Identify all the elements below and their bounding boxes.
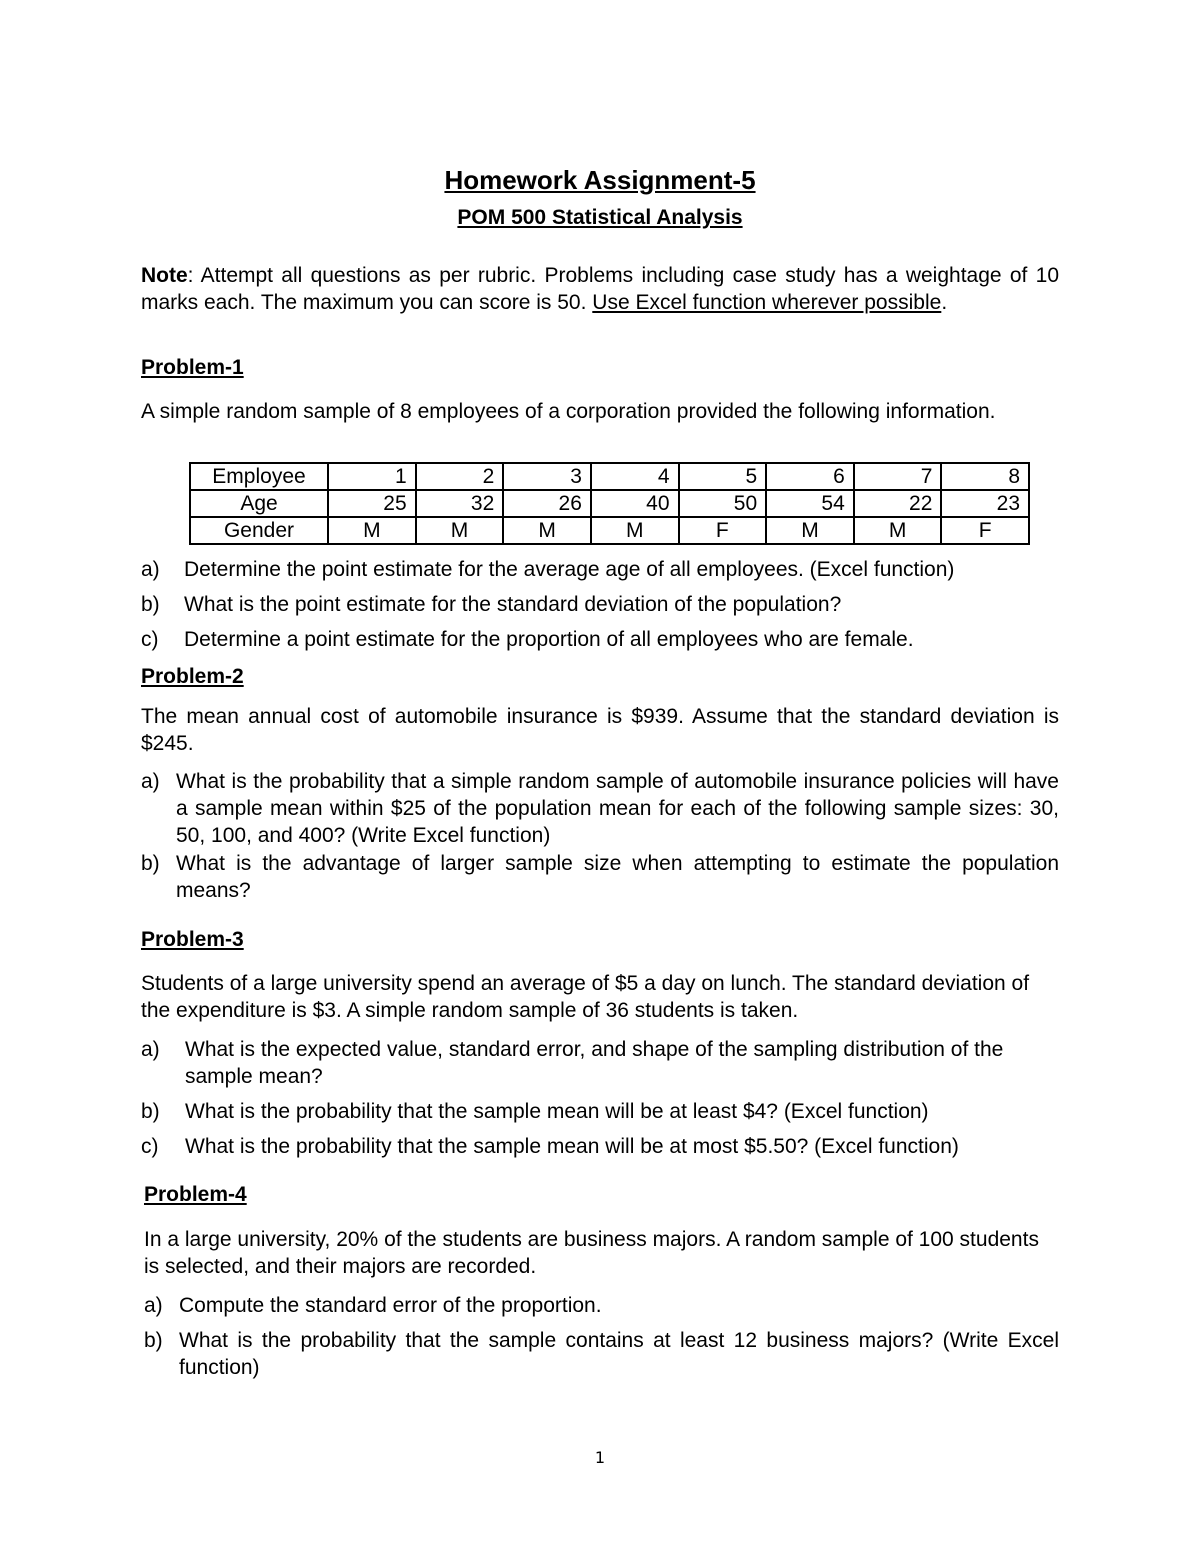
question-text: Determine a point estimate for the proportion of all employees who are female. (184, 628, 914, 651)
question-label: b) (144, 1329, 163, 1352)
table-cell: 22 (854, 490, 942, 517)
table-cell: 4 (591, 463, 679, 490)
question-label: a) (141, 558, 160, 581)
table-cell: 6 (766, 463, 854, 490)
table-cell: M (766, 517, 854, 544)
table-cell: 50 (679, 490, 767, 517)
question-text: What is the probability that the sample mean will be at least $4? (Excel function) (185, 1100, 929, 1123)
question-label: b) (141, 1100, 160, 1123)
problem-3-question-c (141, 1133, 1059, 1160)
table-cell: F (679, 517, 767, 544)
problem-2-question-a (141, 768, 1059, 849)
table-cell: 25 (328, 490, 416, 517)
question-label: a) (141, 770, 160, 793)
table-cell: 7 (854, 463, 942, 490)
question-label: a) (144, 1294, 163, 1317)
table-row (190, 517, 1029, 544)
table-cell: 5 (679, 463, 767, 490)
employee-table (189, 462, 1030, 545)
table-cell: 40 (591, 490, 679, 517)
row-header-employee: Employee (190, 463, 328, 490)
question-label: c) (141, 1135, 159, 1158)
question-text: What is the point estimate for the standard deviation of the population? (184, 593, 842, 616)
question-label: a) (141, 1038, 160, 1061)
question-label: c) (141, 628, 159, 651)
problem-2-heading: Problem-2 (141, 665, 244, 688)
table-cell: 26 (503, 490, 591, 517)
table-cell: 2 (416, 463, 504, 490)
note-label: Note (141, 264, 188, 287)
note-colon: : (187, 264, 194, 287)
table-cell: 1 (328, 463, 416, 490)
problem-1-intro: A simple random sample of 8 employees of a corporation provided the following information. (141, 400, 996, 423)
page-title: Homework Assignment-5 (444, 165, 756, 195)
note-end: . (941, 291, 948, 314)
problem-1-question-a (141, 556, 1059, 583)
question-text: What is the expected value, standard error, and shape of the sampling distribution of the sample mean? (185, 1038, 1004, 1088)
question-text: What is the probability that the sample contains at least 12 business majors? (Write Excel function) (179, 1329, 1059, 1379)
problem-3-heading: Problem-3 (141, 928, 244, 951)
row-header-age: Age (190, 490, 328, 517)
table-row (190, 490, 1029, 517)
problem-4-heading: Problem-4 (144, 1183, 247, 1206)
table-cell: 32 (416, 490, 504, 517)
page-number: 1 (594, 1448, 606, 1467)
table-row (190, 463, 1029, 490)
table-cell: M (328, 517, 416, 544)
table-cell: M (503, 517, 591, 544)
table-cell: M (416, 517, 504, 544)
table-cell: 8 (941, 463, 1029, 490)
problem-1-question-c (141, 626, 1059, 653)
note-paragraph (141, 262, 1059, 316)
problem-4-question-a (144, 1292, 1059, 1319)
course-subtitle: POM 500 Statistical Analysis (457, 206, 743, 229)
note-emphasis: Use Excel function wherever possible (592, 291, 942, 314)
problem-4-question-b (144, 1327, 1059, 1381)
question-text: What is the probability that the sample mean will be at most $5.50? (Excel function) (185, 1135, 959, 1158)
problem-1-heading: Problem-1 (141, 356, 244, 379)
problem-3-intro: Students of a large university spend an average of $5 a day on lunch. The standard deviation of the expenditure is $3. A simple random sample of 36 students is taken. (141, 972, 1030, 1022)
row-header-gender: Gender (190, 517, 328, 544)
table-cell: M (591, 517, 679, 544)
table-cell: F (941, 517, 1029, 544)
table-cell: 23 (941, 490, 1029, 517)
table-cell: M (854, 517, 942, 544)
table-cell: 54 (766, 490, 854, 517)
problem-4-intro: In a large university, 20% of the students are business majors. A random sample of 100 students is selected, and their majors are recorded. (144, 1228, 1039, 1278)
problem-2-intro: The mean annual cost of automobile insurance is $939. Assume that the standard deviation is $245. (141, 705, 1059, 755)
question-label: b) (141, 852, 160, 875)
question-text: What is the advantage of larger sample size when attempting to estimate the population means? (176, 852, 1059, 902)
problem-2-question-b (141, 850, 1059, 904)
question-text: Compute the standard error of the proportion. (179, 1294, 602, 1317)
problem-1-question-b (141, 591, 1059, 618)
problem-3-question-b (141, 1098, 1059, 1125)
question-text: What is the probability that a simple random sample of automobile insurance policies will have a sample mean within $25 of the population mean for each of the following sample sizes: 30, 50, 100, and 400? (Write Excel function) (176, 770, 1059, 847)
note-text: Attempt all questions as per rubric. Problems including case study has a weightage of 10 marks each. The maximum you can score is 50. (141, 264, 1059, 314)
table-cell: 3 (503, 463, 591, 490)
question-label: b) (141, 593, 160, 616)
question-text: Determine the point estimate for the average age of all employees. (Excel function) (184, 558, 955, 581)
problem-3-question-a (141, 1036, 1059, 1090)
